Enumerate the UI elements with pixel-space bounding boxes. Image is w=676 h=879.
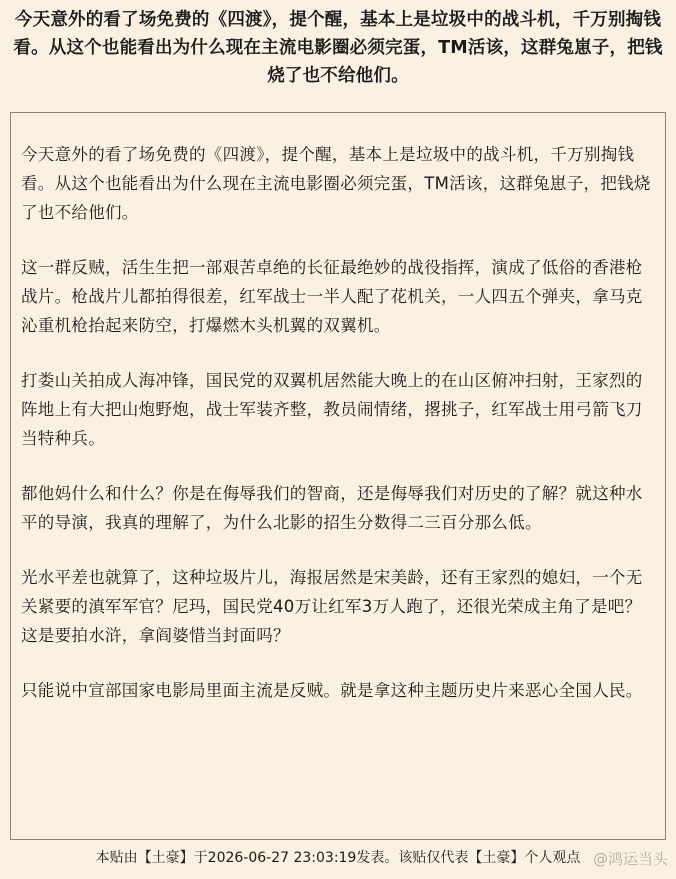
post-paragraph: 光水平差也就算了，这种垃圾片儿，海报居然是宋美龄，还有王家烈的媳妇，一个无关紧要的滇军军官？尼玛，国民党40万让红军3万人跑了，还很光荣成主角了是吧？这是要拍水浒，拿阎婆惜当封面吗？: [21, 568, 643, 645]
post-body: [10, 112, 666, 840]
post-paragraph: 只能说中宣部国家电影局里面主流是反贼。就是拿这种主题历史片来恶心全国人民。: [21, 681, 643, 700]
post-footer: 本贴由【土豪】于2026-06-27 23:03:19发表。该贴仅代表【土豪】个人观点: [95, 850, 581, 866]
post-paragraph: 打娄山关拍成人海冲锋，国民党的双翼机居然能大晚上的在山区俯冲扫射，王家烈的阵地上有大把山炮野炮，战士军装齐整，教员闹情绪，撂挑子，红军战士用弓箭飞刀当特种兵。: [21, 371, 643, 448]
post-paragraph: 这一群反贼，活生生把一部艰苦卓绝的长征最绝妙的战役指挥，演成了低俗的香港枪战片。枪战片儿都拍得很差，红军战士一半人配了花机关，一人四五个弹夹，拿马克沁重机枪抬起来防空，打爆燃木头机翼的双翼机。: [21, 258, 643, 335]
post-paragraph: 今天意外的看了场免费的《四渡》，提个醒，基本上是垃圾中的战斗机，千万别掏钱看。从这个也能看出为什么现在主流电影圈必须完蛋，TM活该，这群兔崽子，把钱烧了也不给他们。: [21, 145, 651, 222]
watermark: @鸿运当头: [592, 850, 668, 868]
page-title: 今天意外的看了场免费的《四渡》，提个醒，基本上是垃圾中的战斗机，千万别掏钱看。从这个也能看出为什么现在主流电影圈必须完蛋，TM活该，这群兔崽子，把钱烧了也不给他们。: [13, 10, 663, 86]
post-paragraph: 都他妈什么和什么？你是在侮辱我们的智商，还是侮辱我们对历史的了解？就这种水平的导演，我真的理解了，为什么北影的招生分数得二三百分那么低。: [21, 484, 643, 532]
